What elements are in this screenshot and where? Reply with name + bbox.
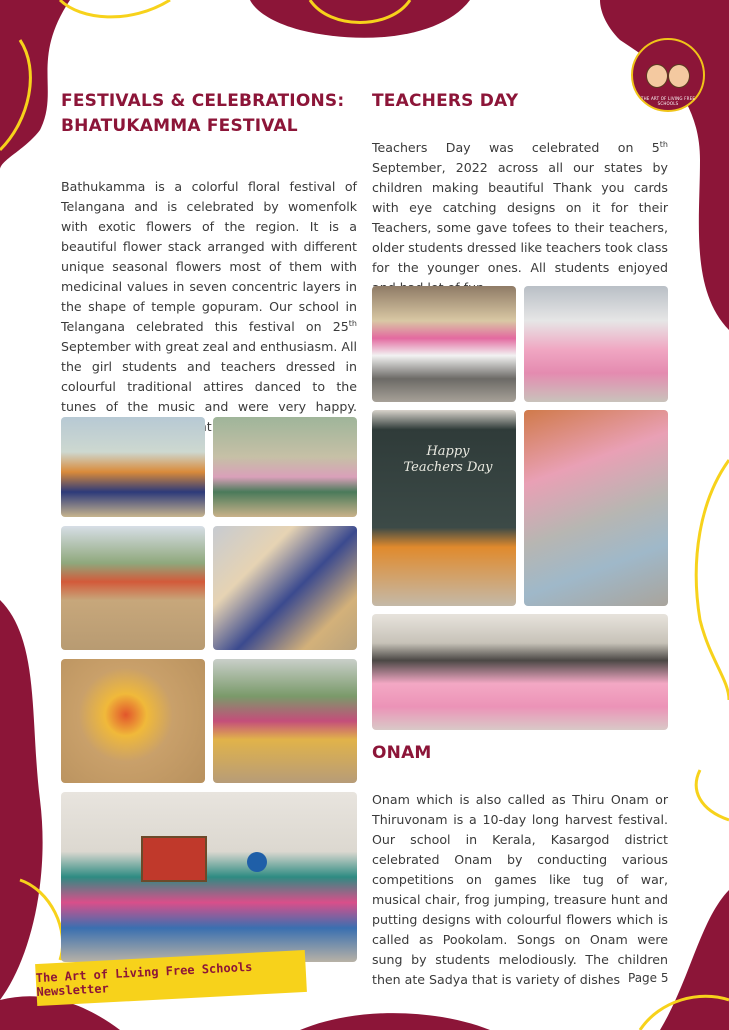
photo-bathukamma-students-group — [61, 792, 357, 962]
teachers-day-body-part1: Teachers Day was celebrated on 5 — [372, 140, 660, 155]
festivals-heading-line2: BHATUKAMMA FESTIVAL — [61, 116, 298, 136]
photo-bathukamma-flower-stacks — [61, 659, 205, 783]
photo-bathukamma-teacher-dancing — [213, 526, 357, 650]
teachers-day-body-sup: th — [659, 139, 668, 149]
logo-ring-text: THE ART OF LIVING FREE SCHOOLS — [640, 96, 696, 106]
school-logo — [631, 38, 705, 112]
onam-heading: ONAM — [372, 743, 432, 763]
teachers-day-body — [372, 138, 668, 298]
board-text: Happy Teachers Day — [403, 444, 493, 475]
page-number: Page 5 — [628, 971, 669, 985]
teachers-day-body-part2: September, 2022 across all our states by children making beautiful Thank you cards with eye catching designs on it for their Teachers, some gave tofees to their teachers, older students dressed like teachers took class for the younger ones. All students enjoyed — [372, 160, 668, 275]
photo-bathukamma-teachers — [61, 417, 205, 517]
photo-teachers-day-cards — [524, 286, 668, 402]
photo-teachers-day-class-group — [372, 614, 668, 730]
photo-bathukamma-dance — [213, 417, 357, 517]
photo-teachers-day-assembly — [372, 286, 516, 402]
photo-teachers-day-blackboard — [372, 410, 516, 606]
festivals-body — [61, 177, 357, 437]
notice-board — [141, 836, 207, 882]
photo-bathukamma-circle — [61, 526, 205, 650]
teachers-day-heading: TEACHERS DAY — [372, 91, 519, 111]
photo-bathukamma-group-dance — [213, 659, 357, 783]
festivals-body-sup: th — [348, 318, 357, 328]
onam-body: Onam which is also called as Thiru Onam or Thiruvonam is a 10-day long harvest festival. Our school in Kerala, Kasargod district celebrated Onam by conducting various competitions on games like tug of war, musical chair, frog jumping, treasure hunt and putting designs with colourful flowers which is called as Pookolam. Songs on Onam were sung by students melodiously. The children then ate Sadya that is variety of dishes — [372, 792, 668, 987]
photo-teachers-day-rangoli — [524, 410, 668, 606]
festivals-heading — [61, 89, 344, 139]
logo-faces-icon — [646, 60, 690, 90]
festivals-body-part1: Bathukamma is a colorful floral festival of Telangana and is celebrated by womenfolk with exotic flowers of the region. It is a beautiful flower stack arranged with different unique seasonal flowers most of them with medicinal values in seven concentric layers in the shape of temple gopuram. Our school in Telangana celebrated this festival on 25 — [61, 179, 357, 334]
festivals-body-part2: September with great zeal and enthusiasm. All the girl students and teachers dressed in colourful traditional attires danced to the tunes of the music and were very happy. — [61, 339, 357, 414]
festivals-heading-line1: FESTIVALS & CELEBRATIONS: — [61, 91, 345, 111]
wall-sign-icon — [247, 852, 267, 872]
newsletter-title: The Art of Living Free Schools Newsletter — [35, 959, 253, 1000]
